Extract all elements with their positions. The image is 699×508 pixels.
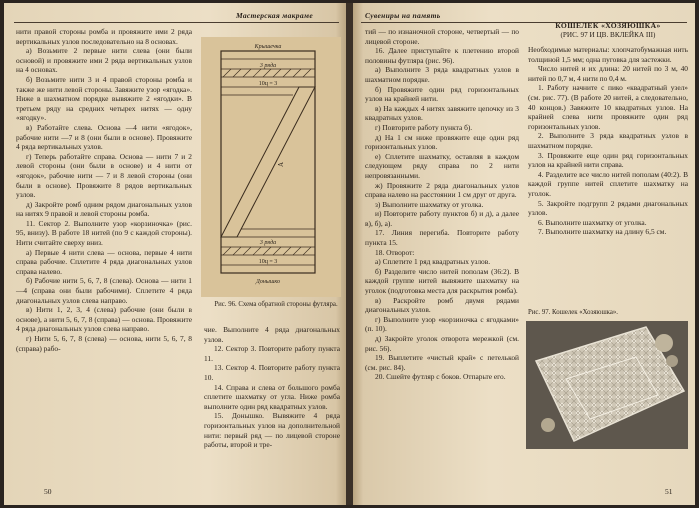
paragraph: в) На каждых 4 нитях завяжите цепочку из 3 квадратных узлов.	[365, 103, 519, 123]
paragraph: 2. Выполните 3 ряда квадратных узлов в шахматном порядке.	[528, 131, 688, 150]
label-10ts-top: 10ц = 3	[258, 81, 278, 87]
paragraph: 16. Далее приступайте к плетению второй половины футляра (рис. 96).	[365, 46, 519, 65]
figure-96	[201, 37, 341, 297]
paragraph: 13. Сектор 4. Повторите работу пункта 10.	[204, 363, 340, 382]
paragraph: д) Закройте уголок отворота мережкой (см. рис. 56).	[365, 334, 519, 353]
label-10ts-bottom: 10ц = 3	[258, 259, 278, 265]
running-head-left: Мастерская макраме	[236, 11, 313, 20]
paragraph: 7. Выполните шахматку на длину 6,5 см.	[538, 227, 667, 237]
paragraph: и) Повторите работу пунктов б) и д), а далее в), б), а).	[365, 209, 519, 228]
paragraph: б) Возьмите нити 3 и 4 правой стороны ромба и также же нити левой стороны. Завяжите узор «ягодка». Ниже в шахматном порядке вывяжите 2 «ягодки». В третьем ряду на средних четырех нитях — одну «ягодку».	[16, 74, 192, 123]
paragraph: 4. Разделите все число нитей пополам (40:2). В каждой группе нитей сплетите шахматку на уголок.	[528, 169, 688, 198]
left-page	[4, 3, 346, 505]
section-subtitle: (РИС. 97 И ЦВ. ВКЛЕЙКА III)	[560, 31, 656, 39]
paragraph: нити правой стороны ромба и провяжите ими 2 ряда вертикальных узлов последовательно на 8 основах.	[16, 27, 192, 46]
label-bottom: Донышко	[256, 279, 280, 285]
label-rows-bottom: 3 ряда	[259, 240, 277, 246]
paragraph: а) Выполните 3 ряда квадратных узлов в шахматном порядке.	[365, 65, 519, 84]
paragraph: 17. Линия перегиба. Повторите работу пункта 15.	[365, 228, 519, 248]
paragraph: г) Повторите работу пункта б).	[375, 122, 473, 132]
paragraph: в) Работайте слева. Основа —4 нити «ягодок», рабочие нити —7 и 8 (они были в основе). Провяжите 4 ряда вертикальных узлов.	[16, 122, 192, 152]
paragraph: тий — по изнаночной стороне, четвертый — по лицевой стороне.	[365, 27, 519, 46]
header-rule-left	[14, 22, 339, 23]
paragraph: в) Раскройте ромб двумя рядами диагональных узлов.	[365, 295, 519, 315]
paragraph: б) Провяжите один ряд горизонтальных узлов на крайней нити.	[365, 84, 519, 104]
right-page	[353, 3, 695, 505]
paragraph: 11. Сектор 2. Выполните узор «корзиночка» (рис. 95, внизу). В работе 18 нитей (по 9 с каждой стороны). Нити считайте сверху вниз.	[16, 218, 192, 248]
page-number-right: 51	[665, 487, 673, 496]
book-spread	[4, 3, 695, 505]
paragraph: 19. Выплетите «чистый край» с петелькой (см. рис. 84).	[365, 353, 519, 372]
label-rows-top: 3 ряда	[259, 63, 277, 69]
label-a: А	[277, 161, 285, 167]
paragraph: а) Первые 4 нити слева — основа, первые 4 нити справа рабочие. Сплетите 4 ряда диагональных узлов справа налево.	[16, 247, 192, 276]
left-column-2	[204, 325, 340, 450]
section-title: КОШЕЛЕК «ХОЗЯЮШКА»	[555, 21, 661, 30]
running-head-right: Сувениры на память	[365, 11, 441, 20]
paragraph: 20. Сшейте футляр с боков. Отпарьте его.	[375, 372, 506, 382]
paragraph: Число нитей и их длина: 20 нитей по 3 м, 40 нитей по 0,7 м, 4 нити по 0,4 м.	[528, 64, 688, 83]
figure-96-caption: Рис. 96. Схема обратной стороны футляра.	[214, 301, 338, 308]
paragraph: е) Сплетите шахматку, оставляя в каждом следующем ряду справа по 2 нити непровязанными.	[365, 151, 519, 180]
left-column-1	[16, 27, 192, 353]
paragraph: 15. Донышко. Вывяжите 4 ряда горизонтальных узлов на дополнительной нити: первый ряд — по лицевой стороне работы, второй и тре-	[204, 411, 340, 450]
right-column-2	[528, 45, 688, 237]
paragraph: б) Рабочие нити 5, 6, 7, 8 (слева). Основа — нити 1—4 (справа они были рабочими). Сплетите 4 ряда диагональных узлов слева направо.	[16, 276, 192, 305]
paragraph: а) Сплетите 1 ряд квадратных узлов.	[375, 257, 491, 267]
paragraph: 3. Провяжите еще один ряд горизонтальных узлов на крайней нити справа.	[528, 150, 688, 170]
case-back-diagram	[201, 37, 341, 297]
paragraph: 1. Работу начните с пико «квадратный узел» (см. рис. 77). (В работе 20 нитей, а следовательно, 40 концов.) Завяжите 10 квадратных узлов. На крайней слева нити провяжите один ряд горизонтальных узлов.	[528, 83, 688, 131]
paragraph: 18. Отворот:	[375, 247, 415, 257]
paragraph: д) На 1 см ниже провяжите еще один ряд горизонтальных узлов.	[365, 132, 519, 152]
macrame-purse-photo	[526, 321, 688, 449]
purse-photo-icon	[526, 321, 688, 449]
figure-97-caption: Рис. 97. Кошелек «Хозяюшка».	[528, 309, 618, 316]
paragraph: г) Выполните узор «корзиночка с ягодками» (п. 10).	[365, 314, 519, 334]
paragraph: г) Теперь работайте справа. Основа — нити 7 и 2 левой стороны (они были в основе) и 4 нити от «ягодок», рабочие нити — 7 и 8 левой стороны (они были в основе). Провяжите 8 рядов вертикальных узлов.	[16, 151, 192, 200]
paragraph: чие. Выполните 4 ряда диагональных узлов.	[204, 325, 340, 344]
book-gutter	[346, 3, 353, 505]
paragraph: г) Нити 5, 6, 7, 8 (слева) — основа, нити 5, 6, 7, 8 (справа) рабо-	[16, 334, 192, 353]
paragraph: 6. Выполните шахматку от уголка.	[538, 217, 647, 227]
paragraph: 5. Закройте подгрупп 2 рядами диагональных узлов.	[528, 198, 688, 218]
paragraph: в) Нити 1, 2, 3, 4 (слева) рабочие (они были в основе), а нити 5, 6, 7, 8 (справа) — основа. Провяжите 4 ряда диагональных узлов слева направо.	[16, 305, 192, 334]
paragraph: б) Разделите число нитей пополам (36:2). В каждой группе нитей вывяжите шахматку на уголок (подготовка места для раскрытия ромба).	[365, 266, 519, 296]
right-column-1	[365, 27, 519, 382]
paragraph: а) Возьмите 2 первые нити слева (они были основой) и провяжите ими 2 ряда вертикальных узлов на 4 основах.	[16, 46, 192, 75]
paragraph: 14. Справа и слева от большого ромба сплетите шахматку от угла. Ниже ромба выполните один ряд квадратных узлов.	[204, 382, 340, 411]
paragraph: 12. Сектор 3. Повторите работу пункта 11.	[204, 344, 340, 363]
label-top: Крышечка	[254, 44, 282, 50]
page-number-left: 50	[44, 487, 52, 496]
paragraph: д) Закройте ромб одним рядом диагональных узлов на нитях 9 правой и левой стороны ромба.	[16, 199, 192, 219]
paragraph: Необходимые материалы: хлопчатобумажная нить толщиной 1,5 мм; одна пуговка для застежки.	[528, 45, 688, 64]
paragraph: з) Выполните шахматку от уголка.	[375, 199, 484, 209]
paragraph: ж) Провяжите 2 ряда диагональных узлов справа налево на расстоянии 1 см друг от друга.	[365, 180, 519, 200]
